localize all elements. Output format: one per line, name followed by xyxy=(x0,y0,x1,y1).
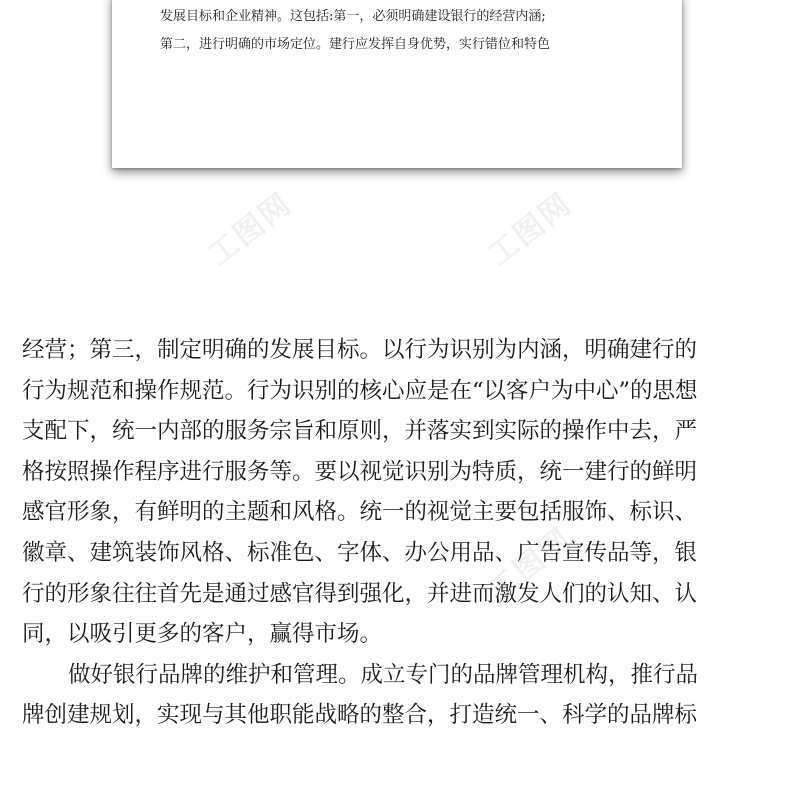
body-line-8: 同，以吸引更多的客户，赢得市场。 xyxy=(22,621,383,648)
preview-line-2: 第二，进行明确的市场定位。建行应发挥自身优势，实行错位和特色 xyxy=(160,37,551,52)
document-preview-card xyxy=(112,0,682,168)
watermark: 工图网 xyxy=(481,521,579,609)
watermark: 工图网 xyxy=(481,186,579,274)
body-line-5: 感官形象，有鲜明的主题和风格。统一的视觉主要包括服饰、标识、 xyxy=(22,499,698,526)
watermark: 工图网 xyxy=(201,186,299,274)
document-body xyxy=(22,330,782,736)
body-line-1: 经营；第三，制定明确的发展目标。以行为识别为内涵，明确建行的 xyxy=(22,337,698,363)
body-line-7: 行的形象往往首先是通过感官得到强化，并进而激发人们的认知、认 xyxy=(22,580,698,607)
body-line-4: 格按照操作程序进行服务等。要以视觉识别为特质，统一建行的鲜明 xyxy=(22,458,698,485)
body-line-10: 牌创建规划，实现与其他职能战略的整合，打造统一、科学的品牌标 xyxy=(22,702,698,729)
preview-line-1: 发展目标和企业精神。这包括:第一，必须明确建设银行的经营内涵; xyxy=(160,9,546,24)
body-line-6: 徽章、建筑装饰风格、标准色、字体、办公用品、广告宣传品等，银 xyxy=(22,539,698,566)
body-line-3: 支配下，统一内部的服务宗旨和原则，并落实到实际的操作中去，严 xyxy=(22,418,698,445)
body-line-9: 做好银行品牌的维护和管理。成立专门的品牌管理机构，推行品 xyxy=(68,661,699,688)
body-line-2: 行为规范和操作规范。行为识别的核心应是在“以客户为中心”的思想 xyxy=(22,377,698,404)
